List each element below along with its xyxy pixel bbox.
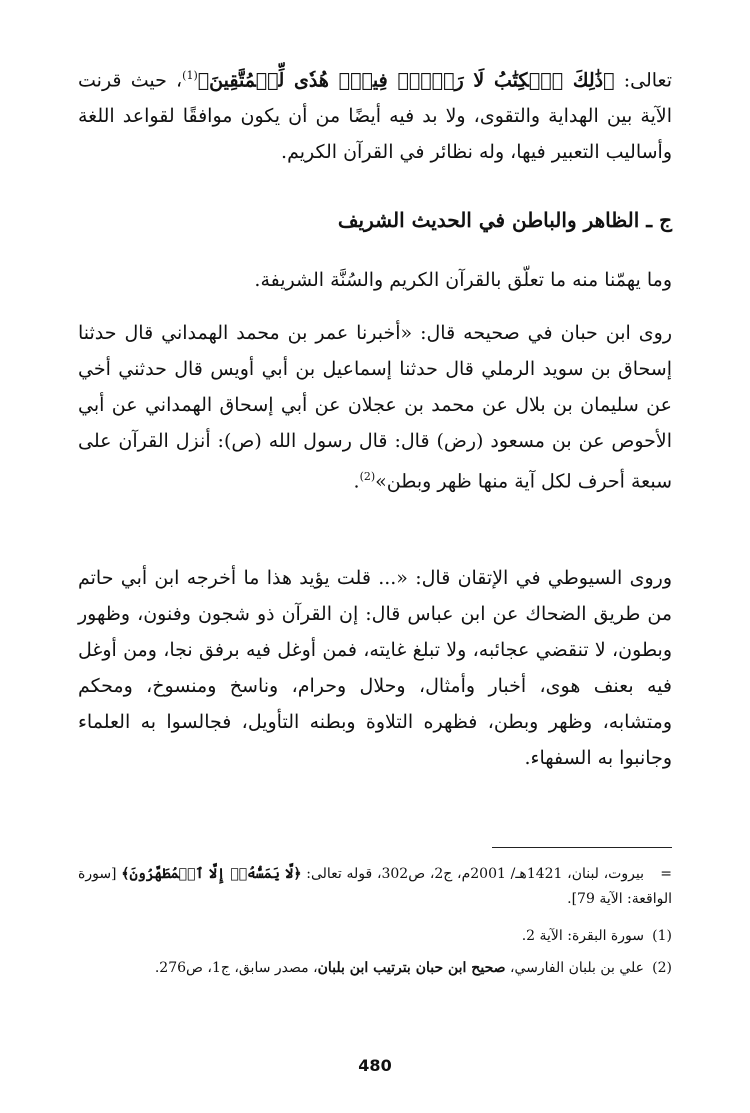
footnote-continued-text: بيروت، لبنان، 1421هـ/ 2001م، ج2، ص302، قوله تعالى: xyxy=(301,866,644,882)
footnote-verse-ref: [سورة الواقعة: الآية 79]. xyxy=(78,866,672,907)
footnote-2 xyxy=(78,956,672,981)
footnote-2-author: علي بن بلبان الفارسي، xyxy=(505,960,644,976)
footnote-separator xyxy=(492,847,672,848)
para1-text: ، حيث قرنت الآية بين الهداية والتقوى، ولا بد فيه أيضًا من أن يكون موافقًا لقواعد اللغة وأساليب التعبير فيها، وله نظائر في القرآن الكريم. xyxy=(78,69,672,164)
paragraph-4: وروى السيوطي في الإتقان قال: «... قلت يؤيد هذا ما أخرجه ابن أبي حاتم من طريق الضحاك عن ابن عباس قال: إن القرآن ذو شجون وفنون، وظهور وبطون، لا تنقضي عجائبه، ولا تبلغ غايته، فمن أوغل فيه برفق نجا، ومن أوغل فيه بعنف هوى، أخبار وأمثال، وحلال وحرام، وناسخ ومنسوخ، ومحكم ومتشابه، وظهر وبطن، فظهره التلاوة وبطنه التأويل، فجالسوا به العلماء وجانبوا به السفهاء. xyxy=(78,567,672,769)
paragraph-1 xyxy=(78,58,672,170)
quran-verse: ﴿ذَٰلِكَ ٱلۡكِتَٰبُ لَا رَيۡبَۛ فِيهِۛ هُدٗى لِّلۡمُتَّقِينَ﴾ xyxy=(197,69,615,92)
para1-lead: تعالى: xyxy=(614,69,673,92)
footnote-continued xyxy=(78,862,672,912)
paragraph-2: وما يهمّنا منه ما تعلّق بالقرآن الكريم والسُنَّة الشريفة. xyxy=(254,269,672,291)
section-heading: ج ـ الظاهر والباطن في الحديث الشريف xyxy=(337,208,672,232)
footnote-continued-mark: = xyxy=(660,866,672,882)
footnote-ref-1: (1) xyxy=(182,69,198,82)
footnote-2-source: ، مصدر سابق، ج1، ص276. xyxy=(154,960,318,976)
para3-text: روى ابن حبان في صحيحه قال: «أخبرنا عمر بن محمد الهمداني قال حدثنا إسحاق بن سويد الرملي قال حدثنا إسماعيل بن أبي أويس قال حدثني أخي عن سليمان بن بلال عن محمد بن عجلان عن أبي إسحاق الهمداني عن أبي الأحوص عن بن مسعود (رض) قال: قال رسول الله (ص): أنزل القرآن على سبعة أحرف لكل آية منها ظهر وبطن» xyxy=(78,322,672,493)
footnote-ref-2: (2) xyxy=(359,470,376,483)
footnote-2-title: صحيح ابن حبان بترتيب ابن بلبان xyxy=(317,960,506,976)
footnote-verse: ﴿لَّا يَمَسُّهُۥٓ إِلَّا ٱلۡمُطَهَّرُونَ﴾ xyxy=(121,866,302,882)
para3-end: . xyxy=(353,470,360,493)
paragraph-3 xyxy=(78,315,672,499)
footnote-1-text: سورة البقرة: الآية 2. xyxy=(521,928,644,944)
footnote-1 xyxy=(78,924,672,949)
footnote-1-mark: (1) xyxy=(652,928,672,944)
footnote-2-mark: (2) xyxy=(652,960,672,976)
page-number: 480 xyxy=(358,1056,392,1075)
